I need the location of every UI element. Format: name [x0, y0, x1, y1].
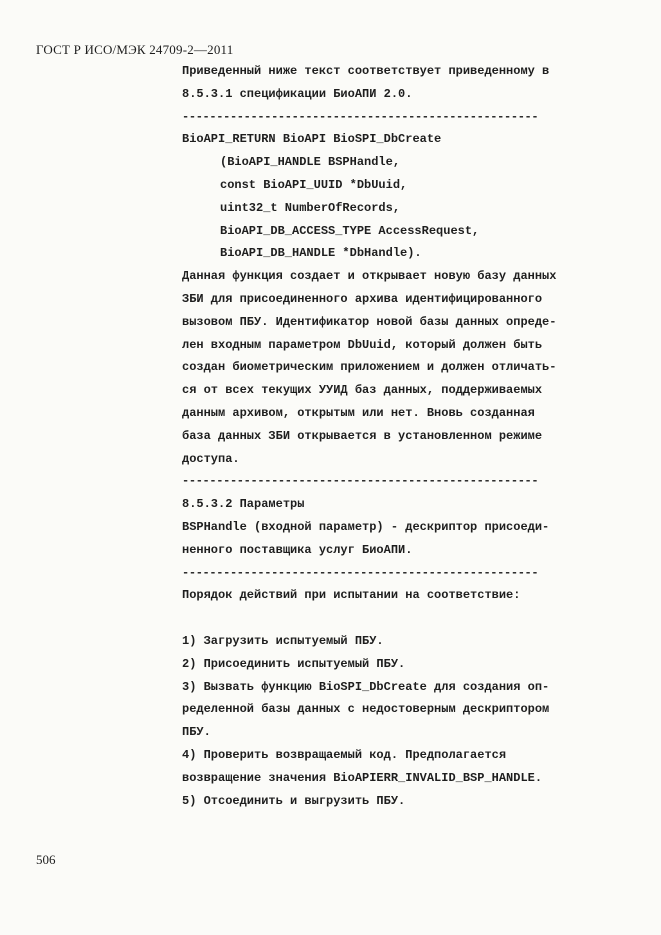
step-line: ределенной базы данных с недостоверным дескриптором — [182, 702, 550, 717]
section-heading: 8.5.3.2 Параметры — [182, 497, 305, 512]
signature-param: (BioAPI_HANDLE BSPHandle, — [220, 155, 401, 170]
step-line: 5) Отсоединить и выгрузить ПБУ. — [182, 793, 406, 808]
signature-param: uint32_t NumberOfRecords, — [220, 200, 401, 215]
param-line: ненного поставщика услуг БиоАПИ. — [182, 542, 413, 557]
signature-param: const BioAPI_UUID *DbUuid, — [220, 177, 408, 192]
step-line: 4) Проверить возвращаемый код. Предполагается — [182, 747, 507, 762]
description-line: доступа. — [182, 451, 240, 466]
description-line: создан биометрическим приложением и должен отличать- — [182, 360, 557, 375]
document-body — [182, 60, 612, 812]
intro-line: 8.5.3.1 спецификации БиоАПИ 2.0. — [182, 86, 413, 101]
description-line: данным архивом, открытым или нет. Вновь созданная — [182, 405, 535, 420]
intro-line: Приведенный ниже текст соответствует приведенному в — [182, 64, 550, 78]
step-line: ПБУ. — [182, 725, 211, 740]
step-line: 2) Присоединить испытуемый ПБУ. — [182, 656, 406, 671]
function-signature: BioAPI_RETURN BioAPI BioSPI_DbCreate — [182, 132, 442, 147]
separator-line: ---------------------------------------------------- — [182, 565, 539, 580]
description-line: ЗБИ для присоединенного архива идентифицированного — [182, 291, 543, 306]
description-line: ся от всех текущих УУИД баз данных, поддерживаемых — [182, 383, 543, 398]
separator-line: ---------------------------------------------------- — [182, 109, 539, 124]
description-line: вызовом ПБУ. Идентификатор новой базы данных опреде- — [182, 314, 557, 329]
description-line: база данных ЗБИ открывается в установленном режиме — [182, 428, 543, 443]
step-line: 1) Загрузить испытуемый ПБУ. — [182, 633, 384, 648]
description-line: Данная функция создает и открывает новую базу данных — [182, 269, 557, 284]
document-header: ГОСТ Р ИСО/МЭК 24709-2—2011 — [36, 42, 234, 57]
description-line: лен входным параметром DbUuid, который должен быть — [182, 337, 543, 352]
signature-param: BioAPI_DB_ACCESS_TYPE AccessRequest, — [220, 223, 480, 238]
step-line: 3) Вызвать функцию BioSPI_DbCreate для создания оп- — [182, 679, 550, 694]
step-line: возвращение значения BioAPIERR_INVALID_BSP_HANDLE. — [182, 770, 543, 785]
separator-line: ---------------------------------------------------- — [182, 474, 539, 489]
signature-param: BioAPI_DB_HANDLE *DbHandle). — [220, 246, 422, 261]
procedure-title: Порядок действий при испытании на соответствие: — [182, 588, 521, 603]
page-number: 506 — [36, 852, 56, 867]
blank-line — [182, 607, 612, 630]
param-line: BSPHandle (входной параметр) - дескриптор присоеди- — [182, 519, 550, 534]
